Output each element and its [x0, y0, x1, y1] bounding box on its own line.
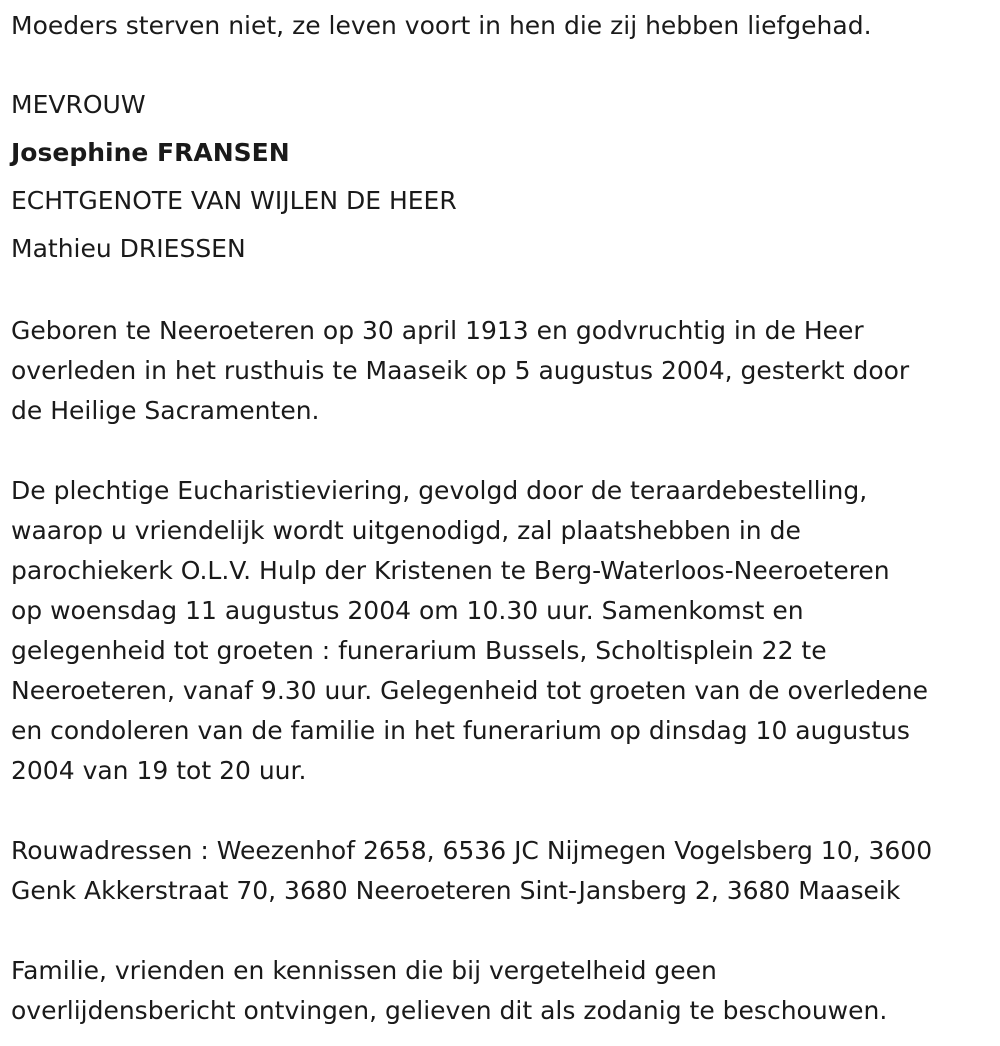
service-paragraph [11, 471, 995, 791]
paragraph-line: en condoleren van de familie in het funerarium op dinsdag 10 augustus [11, 716, 910, 745]
family-note-paragraph [11, 951, 995, 1031]
relation-line: ECHTGENOTE VAN WIJLEN DE HEER [11, 186, 457, 215]
paragraph-line: waarop u vriendelijk wordt uitgenodigd, zal plaatshebben in de [11, 516, 801, 545]
paragraph-line: op woensdag 11 augustus 2004 om 10.30 uur. Samenkomst en [11, 596, 804, 625]
paragraph-line: Geboren te Neeroeteren op 30 april 1913 en godvruchtig in de Heer [11, 316, 864, 345]
paragraph-line: Rouwadressen : Weezenhof 2658, 6536 JC Nijmegen Vogelsberg 10, 3600 [11, 836, 933, 865]
paragraph-line: overleden in het rusthuis te Maaseik op 5 augustus 2004, gesterkt door [11, 356, 910, 385]
paragraph-line: De plechtige Eucharistieviering, gevolgd door de teraardebestelling, [11, 476, 868, 505]
paragraph-line: de Heilige Sacramenten. [11, 396, 320, 425]
paragraph-line: gelegenheid tot groeten : funerarium Bussels, Scholtisplein 22 te [11, 636, 827, 665]
motto: Moeders sterven niet, ze leven voort in hen die zij hebben liefgehad. [11, 11, 872, 40]
birth-death-paragraph [11, 311, 995, 431]
deceased-name: Josephine FRANSEN [11, 138, 290, 167]
paragraph-line: parochiekerk O.L.V. Hulp der Kristenen te Berg-Waterloos-Neeroeteren [11, 556, 890, 585]
honorific-title: MEVROUW [11, 90, 146, 119]
spouse-name: Mathieu DRIESSEN [11, 234, 246, 263]
name-block [11, 88, 457, 280]
paragraph-line: overlijdensbericht ontvingen, gelieven dit als zodanig te beschouwen. [11, 996, 888, 1025]
paragraph-line: Familie, vrienden en kennissen die bij vergetelheid geen [11, 956, 717, 985]
paragraph-line: Genk Akkerstraat 70, 3680 Neeroeteren Sint-Jansberg 2, 3680 Maaseik [11, 876, 901, 905]
paragraph-line: 2004 van 19 tot 20 uur. [11, 756, 307, 785]
mourning-addresses-paragraph [11, 831, 995, 911]
paragraph-line: Neeroeteren, vanaf 9.30 uur. Gelegenheid tot groeten van de overledene [11, 676, 929, 705]
